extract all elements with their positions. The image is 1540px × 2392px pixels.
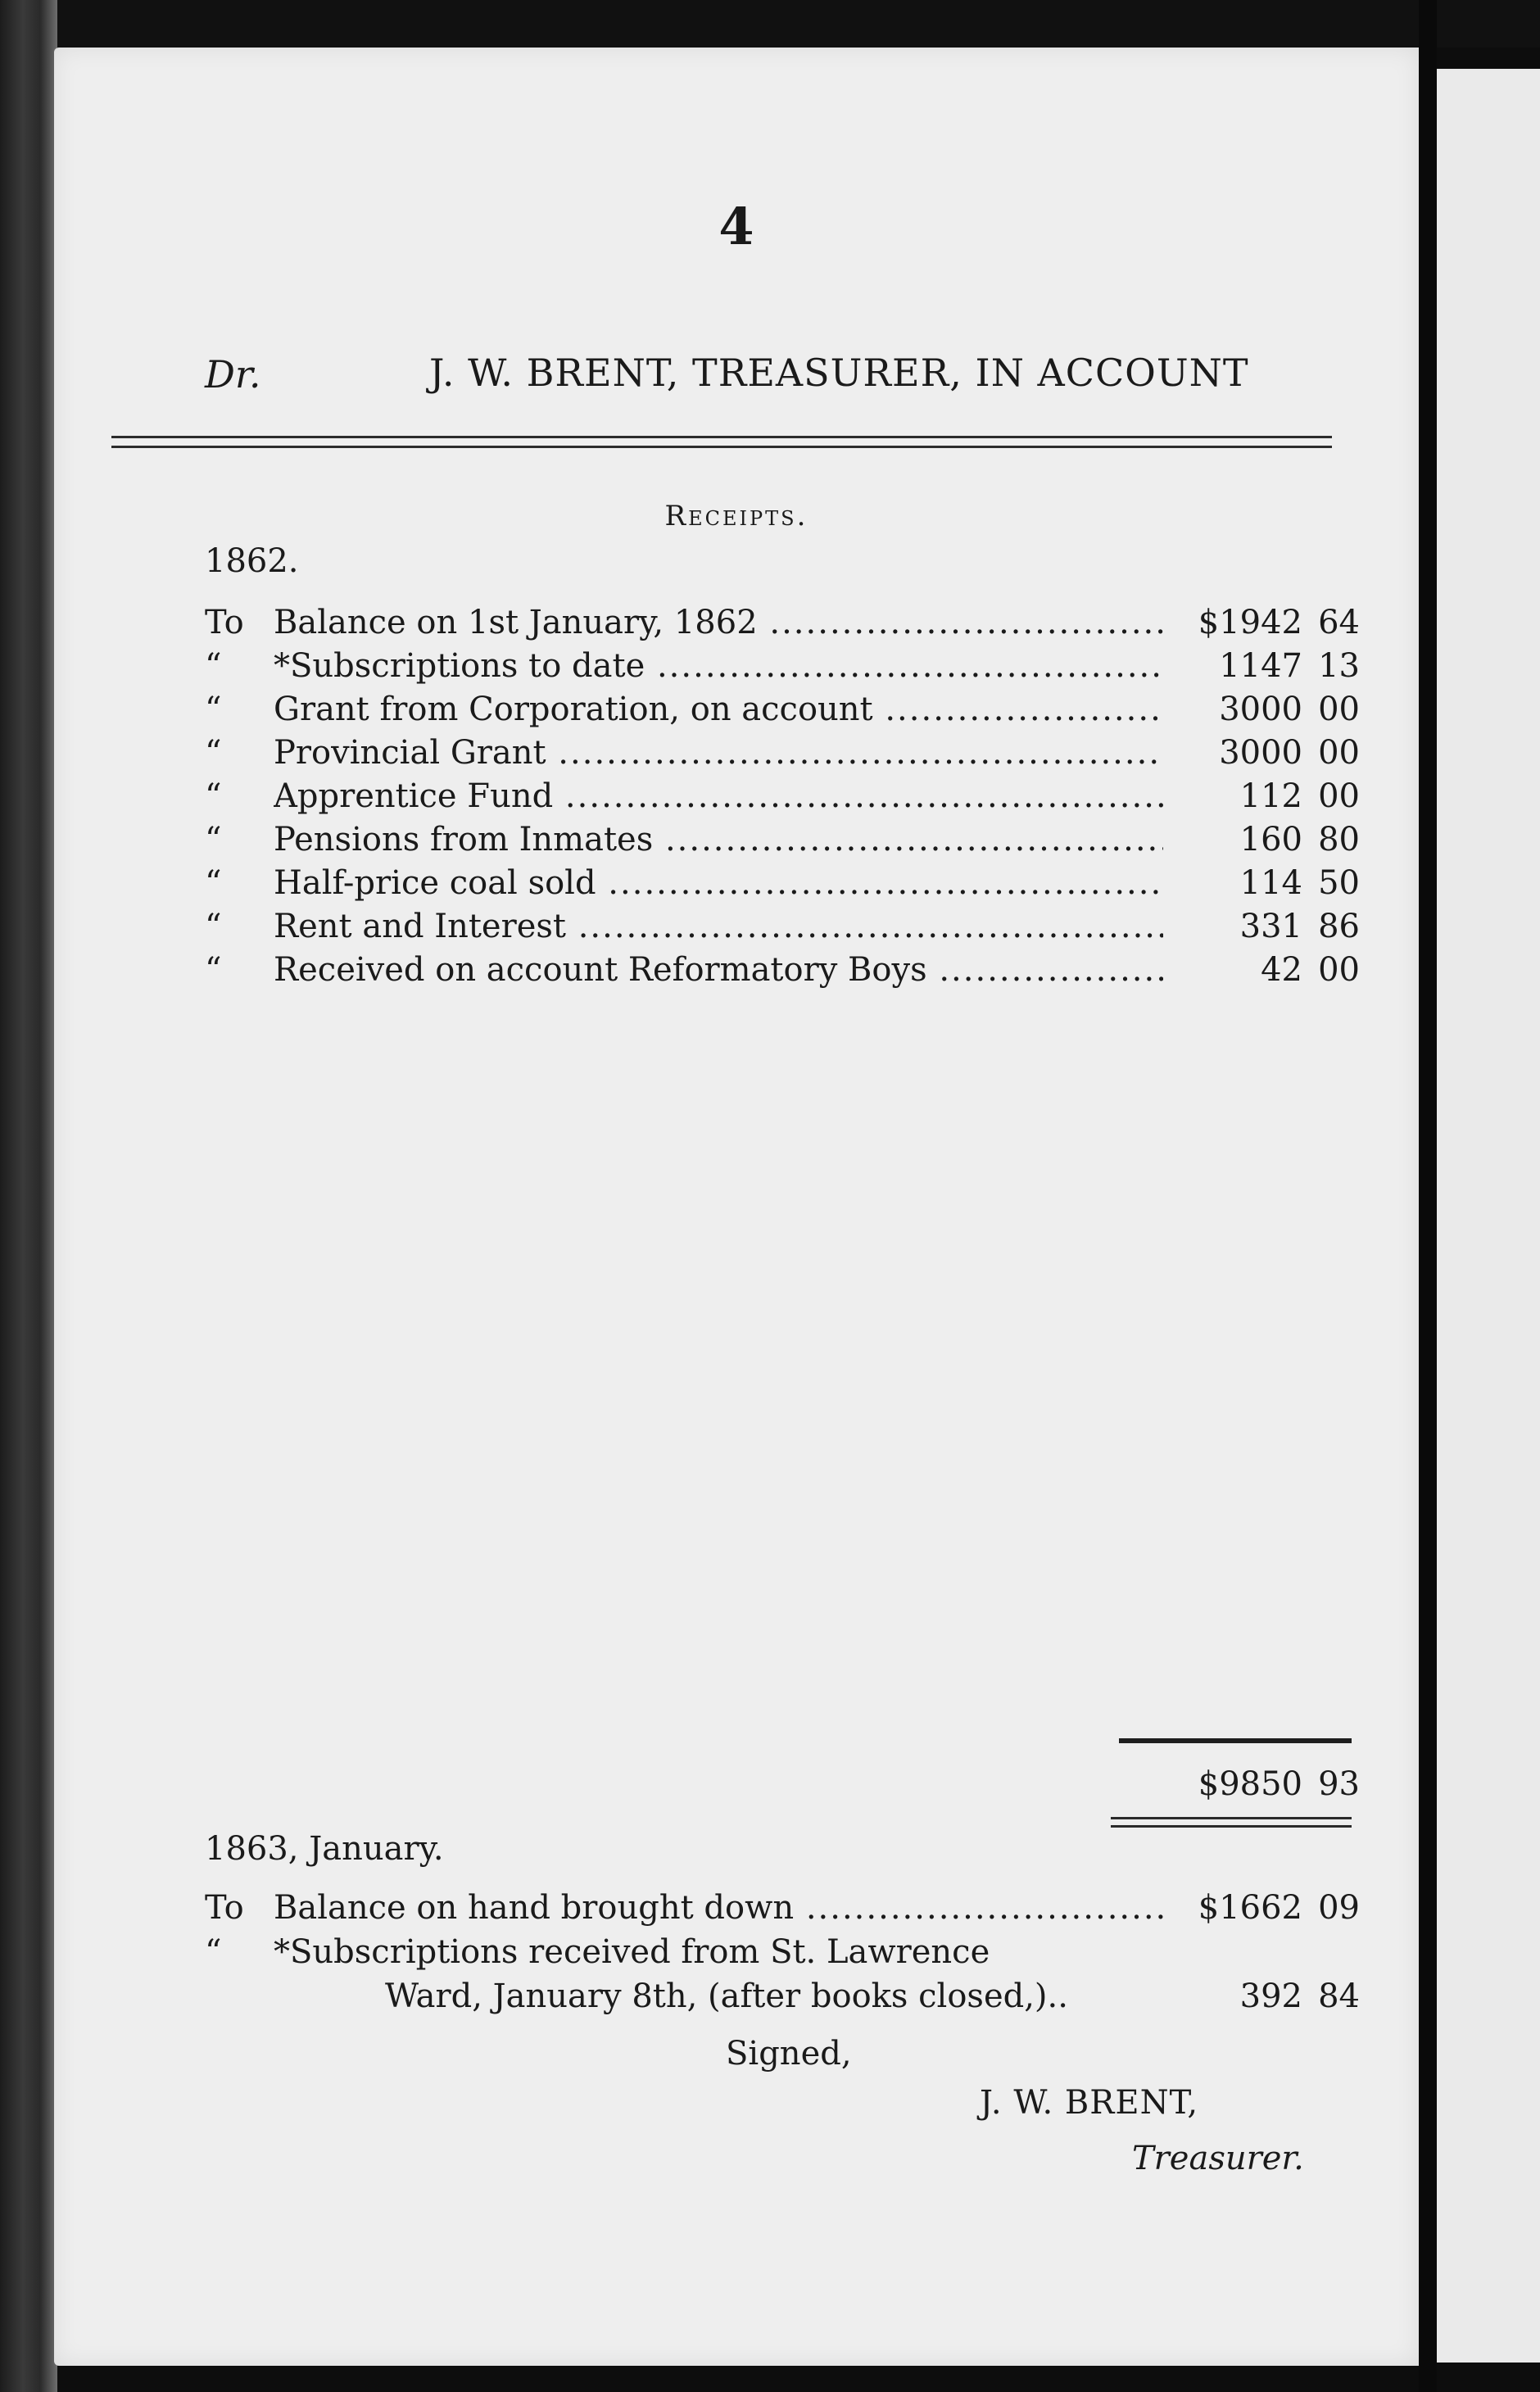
row-cents: 84: [1318, 1977, 1360, 2015]
adjacent-page-edge: [1437, 69, 1540, 2363]
list-item: [205, 688, 1360, 732]
row-cents: 00: [1318, 951, 1360, 989]
section-heading: Receipts.: [664, 500, 808, 532]
row-cents: 86: [1318, 908, 1360, 945]
row-description: Rent and Interest .....: [274, 905, 1163, 949]
row-description: *Subscriptions to date .....: [274, 645, 1163, 688]
row-dollars: 3000: [1219, 691, 1302, 728]
signed-label: Signed,: [726, 2035, 852, 2073]
row-prefix: To: [205, 1889, 244, 1927]
row-dollars: 160: [1239, 821, 1302, 858]
row-dollars: 112: [1239, 777, 1302, 815]
row-dollars: $1662: [1198, 1889, 1302, 1927]
row-prefix: “: [205, 908, 222, 945]
row-dollars: 114: [1239, 864, 1302, 902]
page-number: 4: [718, 197, 754, 256]
list-item: [205, 905, 1360, 949]
row-dollars: 42: [1261, 951, 1302, 989]
row-description-continued: Ward, January 8th, (after books closed,)..: [385, 1977, 1068, 2015]
scan-top-border: [0, 0, 1540, 48]
row-cents: 13: [1318, 647, 1360, 685]
row-cents: 80: [1318, 821, 1360, 858]
row-description: Balance on 1st January, 1862 .....: [274, 601, 1163, 645]
total-double-rule: [1111, 1817, 1352, 1828]
row-cents: 00: [1318, 691, 1360, 728]
page-gutter: [1419, 0, 1437, 2392]
row-dollars: 392: [1239, 1977, 1302, 2015]
list-item: [205, 645, 1360, 688]
row-prefix: “: [205, 647, 222, 685]
total-dollars: $9850: [1198, 1765, 1302, 1803]
list-item: [205, 818, 1360, 862]
row-dollars: $1942: [1198, 604, 1302, 641]
list-item: [205, 732, 1360, 775]
row-description: Balance on hand brought down .....: [274, 1886, 1163, 1930]
list-item: [205, 949, 1360, 992]
list-item: [205, 1974, 1360, 2018]
document-page: [54, 48, 1419, 2366]
list-item: [205, 1886, 1360, 1930]
row-dollars: 1147: [1219, 647, 1302, 685]
row-prefix: To: [205, 604, 244, 641]
list-item: [205, 1930, 1360, 1974]
row-cents: 09: [1318, 1889, 1360, 1927]
row-description: Pensions from Inmates .....: [274, 818, 1163, 862]
row-prefix: “: [205, 1933, 222, 1971]
row-description: Grant from Corporation, on account .....: [274, 688, 1163, 732]
row-prefix: “: [205, 951, 222, 989]
row-prefix: “: [205, 734, 222, 772]
row-prefix: “: [205, 821, 222, 858]
total-top-rule: [1119, 1738, 1352, 1743]
row-description: *Subscriptions received from St. Lawrence: [274, 1933, 990, 1971]
receipts-list: [205, 601, 1360, 992]
row-cents: 00: [1318, 734, 1360, 772]
total-cents: 93: [1318, 1765, 1360, 1803]
carry-forward-list: [205, 1886, 1360, 2018]
row-description: Received on account Reformatory Boys .....: [274, 949, 1163, 992]
row-prefix: “: [205, 777, 222, 815]
row-cents: 00: [1318, 777, 1360, 815]
receipts-year: 1862.: [205, 542, 299, 580]
list-item: [205, 601, 1360, 645]
header-debit-label: Dr.: [205, 352, 261, 396]
carry-forward-date: 1863, January.: [205, 1830, 444, 1868]
row-description: Apprentice Fund .....: [274, 775, 1163, 818]
list-item: [205, 775, 1360, 818]
list-item: [205, 862, 1360, 905]
receipts-total-row: [205, 1760, 1360, 1809]
row-cents: 64: [1318, 604, 1360, 641]
signer-name: J. W. BRENT,: [980, 2084, 1199, 2122]
row-description: Half-price coal sold .....: [274, 862, 1163, 905]
book-binding: [0, 0, 57, 2392]
row-description: Provincial Grant .....: [274, 732, 1163, 775]
row-dollars: 3000: [1219, 734, 1302, 772]
header-title: J. W. BRENT, TREASURER, IN ACCOUNT: [429, 351, 1249, 395]
row-prefix: “: [205, 864, 222, 902]
row-cents: 50: [1318, 864, 1360, 902]
signer-title: Treasurer.: [1132, 2140, 1304, 2177]
row-dollars: 331: [1239, 908, 1302, 945]
header-double-rule: [111, 434, 1332, 452]
row-prefix: “: [205, 691, 222, 728]
